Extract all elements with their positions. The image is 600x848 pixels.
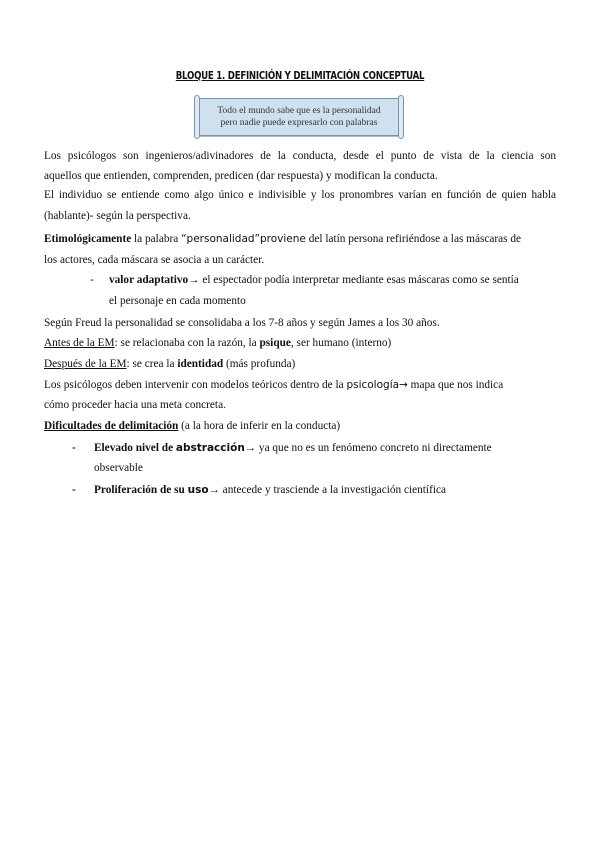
term-etimologicamente: Etimológicamente	[44, 233, 132, 245]
bullet-1-line-2: el personaje en cada momento	[109, 295, 246, 307]
scroll-curl-right	[398, 95, 404, 139]
term-personalidad: “personalidad”	[181, 233, 260, 245]
text: la palabra	[131, 233, 182, 245]
page-title: BLOQUE 1. DEFINICIÓN Y DELIMITACIÓN CONCEPTUAL	[175, 70, 425, 82]
paragraph-4: Según Freud la personalidad se consolidaba a los 7-8 años y según James a los 30 años.	[44, 317, 440, 329]
text: (a la hora de inferir en la conducta)	[178, 420, 341, 432]
text: el espectador podía interpretar mediante esas máscaras como se sentía	[199, 274, 519, 286]
paragraph-3-line-1	[44, 232, 556, 246]
text: Los psicólogos deben intervenir con modelos teóricos dentro de la	[44, 379, 347, 391]
text: : se relacionaba con la razón, la	[114, 337, 260, 349]
paragraph-2-line-2: (hablante)- según la perspectiva.	[44, 210, 191, 222]
paragraph-8	[44, 419, 340, 433]
text: mapa que nos indica	[407, 379, 504, 391]
bullet-1-line-1	[109, 273, 519, 287]
term-abstraccion: abstracción	[175, 442, 245, 454]
paragraph-3-line-2: los actores, cada máscara se asocia a un carácter.	[44, 254, 265, 266]
text: → antecede y trasciende a la investigación científica	[208, 484, 446, 496]
bullet-1-dash: -	[90, 274, 94, 286]
scroll-curl-left	[194, 95, 200, 139]
paragraph-7-line-2: cómo proceder hacia una meta concreta.	[44, 399, 226, 411]
text: del latín persona refiriéndose a las máscaras de	[305, 233, 522, 245]
bullet-3-dash: -	[72, 484, 76, 496]
paragraph-7-line-1	[44, 378, 556, 392]
text: Elevado nivel de	[94, 442, 176, 454]
term-proviene: proviene	[260, 233, 306, 245]
bullet-2-dash: -	[72, 442, 76, 454]
label-dificultades: Dificultades de delimitación	[44, 420, 179, 432]
text: , ser humano (interno)	[290, 337, 392, 349]
label-antes-em: Antes de la EM	[44, 337, 115, 349]
text: Proliferación de su	[94, 484, 188, 496]
quote-scroll-box	[198, 98, 400, 136]
text: (más profunda)	[223, 358, 296, 370]
bullet-2-line-1	[94, 441, 492, 455]
paragraph-1-line-2: aquellos que entienden, comprenden, predicen (dar respuesta) y modifican la conducta.	[44, 170, 438, 182]
term-uso: uso	[187, 484, 209, 496]
term-valor-adaptativo: valor adaptativo→	[109, 274, 200, 286]
text: : se crea la	[126, 358, 178, 370]
term-psique: psique	[259, 337, 291, 349]
label-despues-em: Después de la EM	[44, 358, 127, 370]
quote-line-2: pero nadie puede expresarlo con palabras	[220, 118, 378, 128]
paragraph-1-line-1: Los psicólogos son ingenieros/adivinadores de la conducta, desde el punto de vista de la ciencia son	[44, 150, 556, 162]
paragraph-2-line-1: El individuo se entiende como algo único e indivisible y los pronombres varían en función de quien habla	[44, 189, 556, 201]
term-identidad: identidad	[177, 358, 224, 370]
term-psicologia: psicología→	[346, 379, 408, 391]
paragraph-6	[44, 357, 295, 371]
quote-line-1: Todo el mundo sabe que es la personalidad	[217, 106, 381, 116]
bullet-3-line-1	[94, 483, 446, 497]
bullet-2-line-2: observable	[94, 462, 143, 474]
text: → ya que no es un fenómeno concreto ni directamente	[244, 442, 492, 454]
paragraph-5	[44, 336, 391, 350]
